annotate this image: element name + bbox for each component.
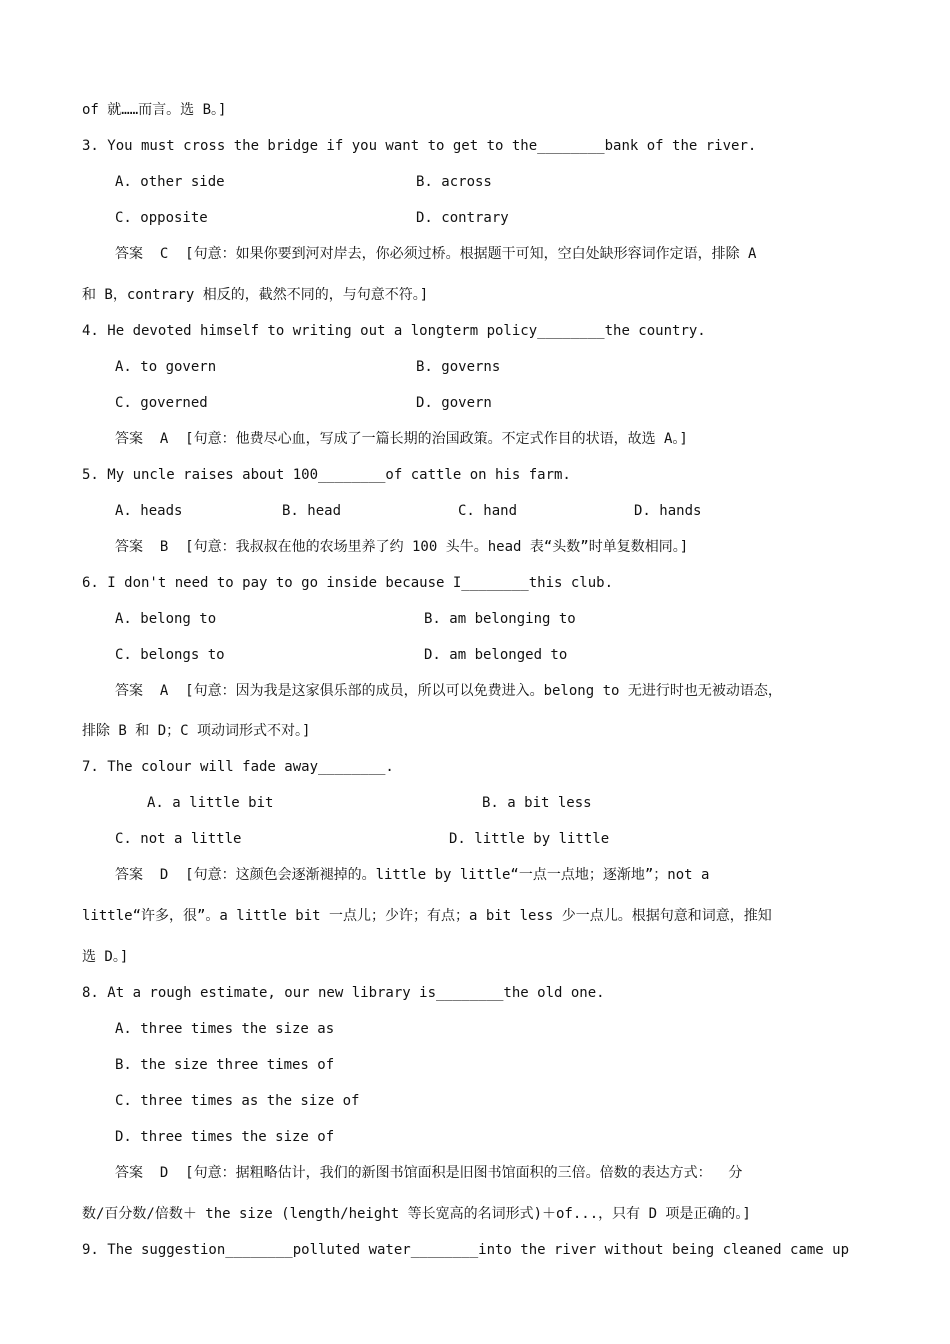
q6-answer-line2: 排除 B 和 D；C 项动词形式不对。] xyxy=(82,723,311,739)
q7-answer-line2: little“许多，很”。a little bit 一点儿；少许；有点；a bit less 少一点儿。根据句意和词意，推知 xyxy=(82,908,772,924)
q3-option-c: C. opposite xyxy=(115,210,208,226)
q8-answer-line2: 数/百分数/倍数＋ the size (length/height 等长宽高的名词形式)＋of...，只有 D 项是正确的。] xyxy=(82,1206,751,1222)
q3-answer-line2: 和 B，contrary 相反的，截然不同的，与句意不符。] xyxy=(82,287,429,303)
q4-answer: 答案 A [句意：他费尽心血，写成了一篇长期的治国政策。不定式作目的状语，故选 A。] xyxy=(115,431,688,447)
question-3: 3. You must cross the bridge if you want to get to the________bank of the river. xyxy=(82,138,757,154)
question-9: 9. The suggestion________polluted water________into the river without being cleaned came up xyxy=(82,1242,850,1258)
q5-option-b: B. head xyxy=(282,503,342,519)
q8-option-a: A. three times the size as xyxy=(115,1021,335,1037)
q8-option-b: B. the size three times of xyxy=(115,1057,335,1073)
q5-answer: 答案 B [句意：我叔叔在他的农场里养了约 100 头牛。head 表“头数”时单复数相同。] xyxy=(115,539,689,555)
q4-option-b: B. governs xyxy=(416,359,501,375)
q7-option-a: A. a little bit xyxy=(147,795,274,811)
q6-option-c: C. belongs to xyxy=(115,647,225,663)
q7-option-b: B. a bit less xyxy=(482,795,592,811)
q5-option-c: C. hand xyxy=(458,503,518,519)
question-8: 8. At a rough estimate, our new library is________the old one. xyxy=(82,985,605,1001)
q5-option-a: A. heads xyxy=(115,503,183,519)
q4-option-d: D. govern xyxy=(416,395,492,411)
q6-answer-line1: 答案 A [句意：因为我是这家俱乐部的成员，所以可以免费进入。belong to 无进行时也无被动语态， xyxy=(115,683,782,699)
q3-option-d: D. contrary xyxy=(416,210,509,226)
question-5: 5. My uncle raises about 100________of cattle on his farm. xyxy=(82,467,571,483)
q7-option-d: D. little by little xyxy=(449,831,610,847)
question-7: 7. The colour will fade away________. xyxy=(82,759,394,775)
q3-option-b: B. across xyxy=(416,174,492,190)
q7-answer-line1: 答案 D [句意：这颜色会逐渐褪掉的。little by little“一点一点地；逐渐地”；not a xyxy=(115,867,710,883)
q6-option-a: A. belong to xyxy=(115,611,217,627)
q8-option-d: D. three times the size of xyxy=(115,1129,335,1145)
q6-option-d: D. am belonged to xyxy=(424,647,568,663)
question-6: 6. I don't need to pay to go inside because I________this club. xyxy=(82,575,614,591)
q7-answer-line3: 选 D。] xyxy=(82,949,129,965)
q8-answer-line1: 答案 D [句意：据粗略估计，我们的新图书馆面积是旧图书馆面积的三倍。倍数的表达方式： 分 xyxy=(115,1165,743,1181)
q3-option-a: A. other side xyxy=(115,174,225,190)
q6-option-b: B. am belonging to xyxy=(424,611,576,627)
q4-option-c: C. governed xyxy=(115,395,208,411)
q8-option-c: C. three times as the size of xyxy=(115,1093,360,1109)
question-4: 4. He devoted himself to writing out a longterm policy________the country. xyxy=(82,323,706,339)
q7-option-c: C. not a little xyxy=(115,831,242,847)
q5-option-d: D. hands xyxy=(634,503,702,519)
q4-option-a: A. to govern xyxy=(115,359,217,375)
explanation-tail: of 就……而言。选 B。] xyxy=(82,102,227,118)
q3-answer-line1: 答案 C [句意：如果你要到河对岸去，你必须过桥。根据题干可知，空白处缺形容词作定语，排除 A xyxy=(115,246,757,262)
